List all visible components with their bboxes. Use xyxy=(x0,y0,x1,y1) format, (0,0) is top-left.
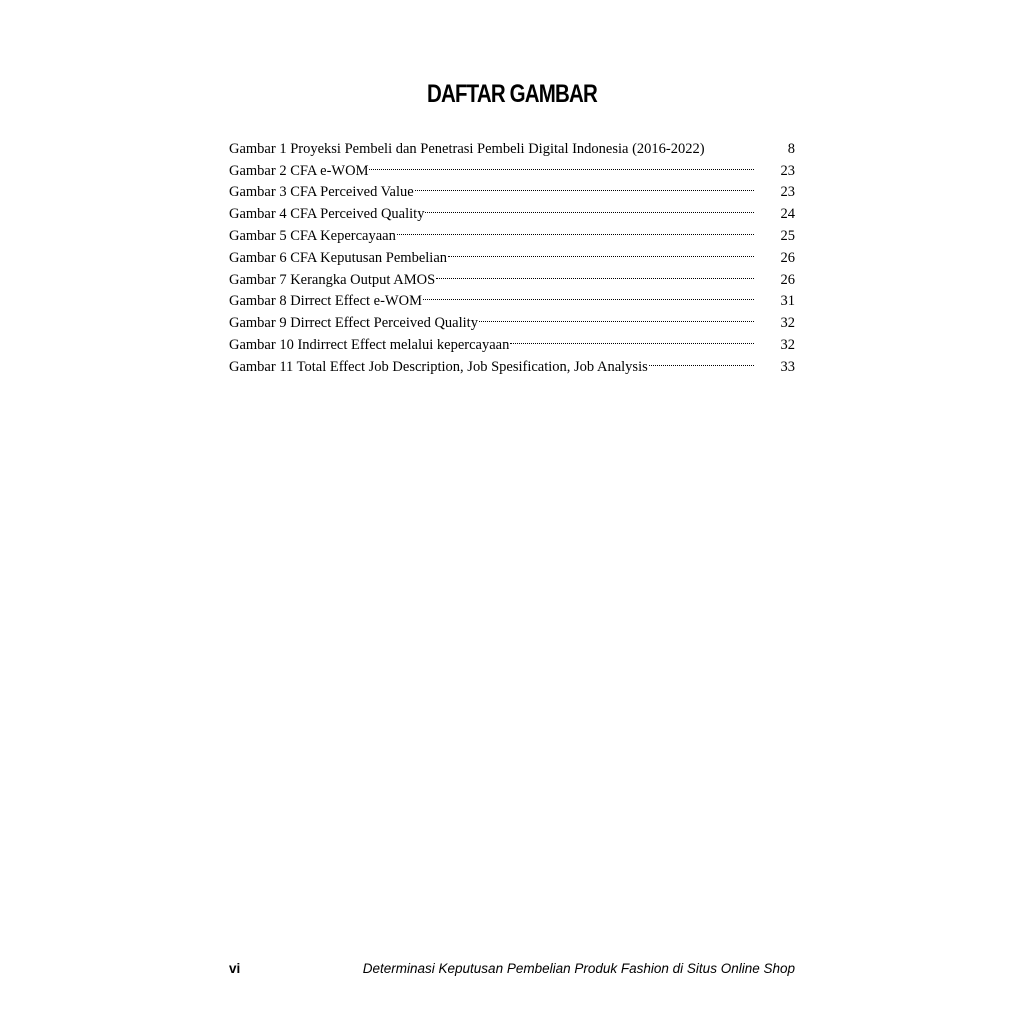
dot-leader xyxy=(397,218,754,240)
toc-entry-page: 26 xyxy=(780,271,795,288)
toc-entry-page: 23 xyxy=(780,162,795,179)
dot-leader xyxy=(448,240,754,262)
toc-entry-label: Gambar 4 CFA Perceived Quality xyxy=(229,206,425,223)
toc-entry-page: 24 xyxy=(780,206,795,223)
dot-leader xyxy=(649,349,754,371)
running-title: Determinasi Keputusan Pembelian Produk Fashion di Situs Online Shop xyxy=(362,961,795,976)
dot-leader xyxy=(423,284,754,306)
dot-leader xyxy=(369,153,754,175)
toc-entry-page: 8 xyxy=(787,140,795,157)
toc-entry-page: 25 xyxy=(780,227,795,244)
toc-entry-label: Gambar 7 Kerangka Output AMOS xyxy=(229,271,436,288)
toc-entry-label: Gambar 6 CFA Keputusan Pembelian xyxy=(229,249,448,266)
toc-entry-label: Gambar 10 Indirrect Effect melalui kepercayaan xyxy=(229,336,510,353)
dot-leader xyxy=(415,175,754,197)
toc-entry-label: Gambar 2 CFA e-WOM xyxy=(229,162,369,179)
dot-leader xyxy=(425,196,754,218)
toc-entry-page: 32 xyxy=(780,336,795,353)
dot-leader xyxy=(706,131,766,153)
toc-entry-page: 23 xyxy=(780,184,795,201)
page-footer xyxy=(229,961,795,981)
toc-entry-label: Gambar 11 Total Effect Job Description, Job Spesification, Job Analysis xyxy=(229,358,648,375)
toc-entry-label: Gambar 9 Dirrect Effect Perceived Quality xyxy=(229,315,478,332)
toc-entry-page: 26 xyxy=(780,249,795,266)
toc-entry-label: Gambar 1 Proyeksi Pembeli dan Penetrasi Pembeli Digital Indonesia (2016-2022) xyxy=(229,140,705,157)
dot-leader xyxy=(436,262,754,284)
toc-entry-page: 33 xyxy=(780,358,795,375)
toc-entry-label: Gambar 5 CFA Kepercayaan xyxy=(229,227,396,244)
list-of-figures xyxy=(229,131,795,375)
toc-entry-label: Gambar 8 Dirrect Effect e-WOM xyxy=(229,293,422,310)
toc-entry-label: Gambar 3 CFA Perceived Value xyxy=(229,184,414,201)
page-number: vi xyxy=(229,961,241,976)
dot-leader xyxy=(479,305,754,327)
toc-entry-page: 32 xyxy=(780,315,795,332)
toc-entry-page: 31 xyxy=(780,293,795,310)
toc-entry[interactable] xyxy=(229,131,795,157)
page-title: DAFTAR GAMBAR xyxy=(426,80,598,108)
dot-leader xyxy=(510,327,754,349)
